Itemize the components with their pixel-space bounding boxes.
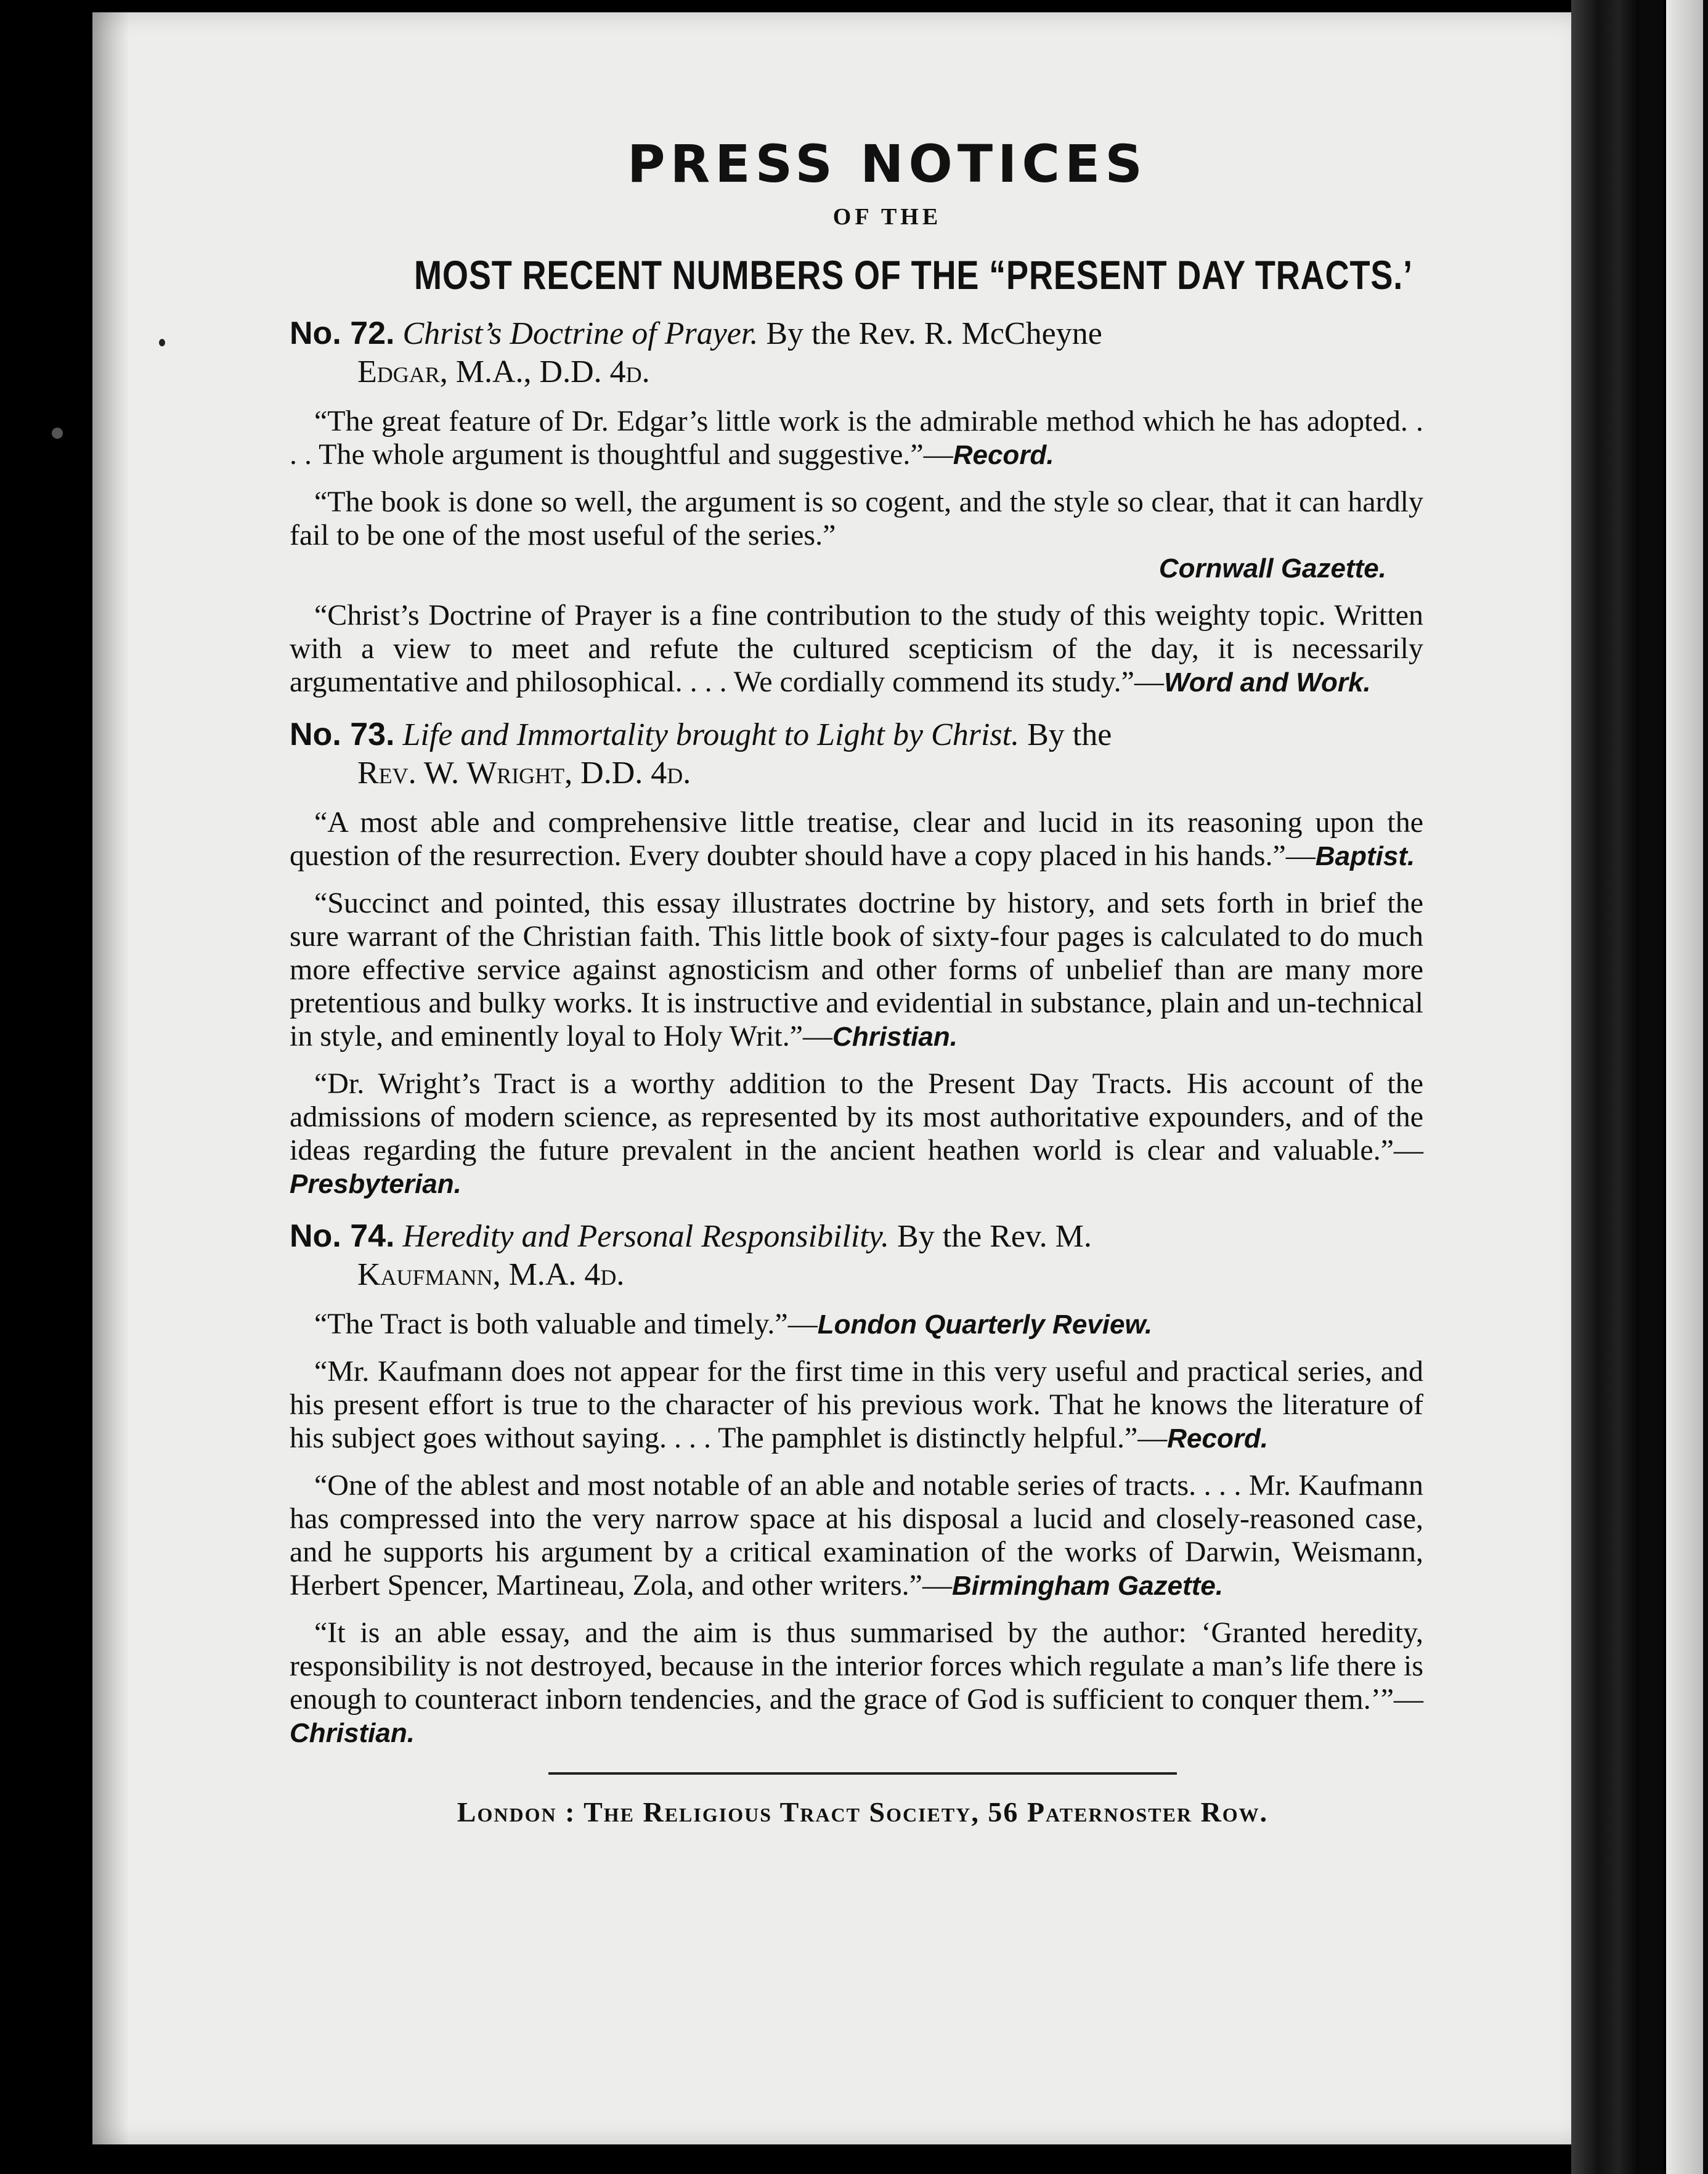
entry-title: Heredity and Personal Responsibility.: [402, 1219, 890, 1255]
quote-text: “One of the ablest and most notable of an able and notable series of tracts. . . . Mr. Kaufmann has compressed into the very narrow space at his disposal a lucid and closely-reasoned case, and he supports his argument by a critical examination of the works of Darwin, Weismann, Herbert Spencer, Martineau, Zola, and other writers.”—: [290, 1469, 1423, 1602]
entry-author: By the Rev. M.: [897, 1219, 1092, 1255]
quote-text: “The Tract is both valuable and timely.”—: [314, 1308, 818, 1341]
entry-title: Life and Immortality brought to Light by Christ.: [402, 717, 1020, 753]
quote-text: “Christ’s Doctrine of Prayer is a fine contribution to the study of this weighty topic. Written with a view to meet and refute the cultured scepticism of the day, it is necessarily argumentative and philosophical. . . . We cordially commend its study.”—: [290, 599, 1423, 699]
document-content: [290, 136, 1423, 1828]
tract-entry-73: [290, 715, 1423, 1201]
quote-source: Presbyterian.: [290, 1169, 462, 1200]
entry-header: [290, 314, 1423, 391]
entry-header: [290, 715, 1423, 792]
entry-author-line2: Rev. W. Wright, D.D. 4d.: [357, 755, 691, 791]
tract-entry-72: [290, 314, 1423, 699]
quote-source: Baptist.: [1315, 841, 1415, 872]
press-quote: [290, 1469, 1423, 1603]
entry-author: By the Rev. R. McCheyne: [766, 316, 1102, 352]
quote-source: Christian.: [290, 1718, 415, 1749]
press-quote: [290, 1067, 1423, 1201]
entry-author-line2: Edgar, M.A., D.D. 4d.: [357, 354, 650, 390]
quote-text: “The great feature of Dr. Edgar’s little work is the admirable method which he has adopted. . . . The whole argument is thoughtful and suggestive.”—: [290, 405, 1423, 471]
entry-author: By the: [1027, 717, 1112, 753]
quote-text: “It is an able essay, and the aim is thus summarised by the author: ‘Granted heredity, responsibility is not destroyed, because in the interior forces which regulate a man’s life there is enough to counteract inborn tendencies, and the grace of God is sufficient to conquer them.’”—: [290, 1616, 1423, 1716]
speck-mark: [159, 339, 165, 346]
press-quote: [290, 1355, 1423, 1455]
entry-number: No. 73.: [290, 717, 395, 753]
press-quote: [290, 887, 1423, 1054]
press-quote: [290, 599, 1423, 699]
page-title: PRESS NOTICES: [627, 134, 1147, 194]
press-quote: [290, 1616, 1423, 1750]
entry-number: No. 74.: [290, 1218, 395, 1255]
quote-source: Record.: [1167, 1423, 1269, 1454]
quote-source: Record.: [953, 440, 1054, 471]
entry-header: [290, 1217, 1423, 1294]
quote-source: Christian.: [832, 1022, 958, 1052]
quote-text: “Dr. Wright’s Tract is a worthy addition to the Present Day Tracts. His account of the admissions of modern science, as represented by its most authoritative expounders, and of the ideas regarding the future prevalent in the ancient heathen world is clear and valuable.”—: [290, 1067, 1423, 1167]
quote-text: “Succinct and pointed, this essay illustrates doctrine by history, and sets forth in brief the sure warrant of the Christian faith. This little book of sixty-four pages is calculated to do much more effective service against agnosticism and other forms of unbelief than are many more pretentious and bulky works. It is instructive and evidential in substance, plain and un-technical in style, and eminently loyal to Holy Writ.”—: [290, 887, 1423, 1053]
press-quote: [290, 1308, 1423, 1341]
press-quote: [290, 405, 1423, 472]
section-heading: MOST RECENT NUMBERS OF THE “PRESENT DAY TRACTS.’: [414, 252, 1413, 298]
quote-source: Birmingham Gazette.: [951, 1571, 1224, 1602]
quote-source: London Quarterly Review.: [817, 1309, 1153, 1340]
page-subtitle: OF THE: [832, 204, 942, 230]
footer-divider: [548, 1772, 1177, 1775]
speck-mark: [52, 428, 63, 439]
quote-text: “Mr. Kaufmann does not appear for the first time in this very useful and practical series, and his present effort is true to the character of his previous work. That he knows the literature of his subject goes without saying. . . . The pamphlet is distinctly helpful.”—: [290, 1355, 1423, 1455]
entry-title: Christ’s Doctrine of Prayer.: [402, 316, 758, 352]
quote-source: Cornwall Gazette.: [1158, 553, 1386, 584]
quote-text: “The book is done so well, the argument is so cogent, and the style so clear, that it can hardly fail to be one of the most useful of the series.”: [290, 486, 1423, 552]
quote-source: Word and Work.: [1163, 667, 1371, 698]
entry-author-line2: Kaufmann, M.A. 4d.: [357, 1257, 625, 1293]
book-spine: [1571, 0, 1639, 2174]
press-quote: [290, 486, 1423, 585]
page-edge-shadow: [92, 12, 129, 2144]
publisher-footer: London : The Religious Tract Society, 56 Paternoster Row.: [457, 1796, 1269, 1828]
adjacent-page: [1639, 0, 1708, 2174]
entry-number: No. 72.: [290, 316, 395, 352]
tract-entry-74: [290, 1217, 1423, 1750]
press-quote: [290, 806, 1423, 873]
quote-text: “A most able and comprehensive little treatise, clear and lucid in its reasoning upon the question of the resurrection. Every doubter should have a copy placed in his hands.”—: [290, 806, 1423, 873]
